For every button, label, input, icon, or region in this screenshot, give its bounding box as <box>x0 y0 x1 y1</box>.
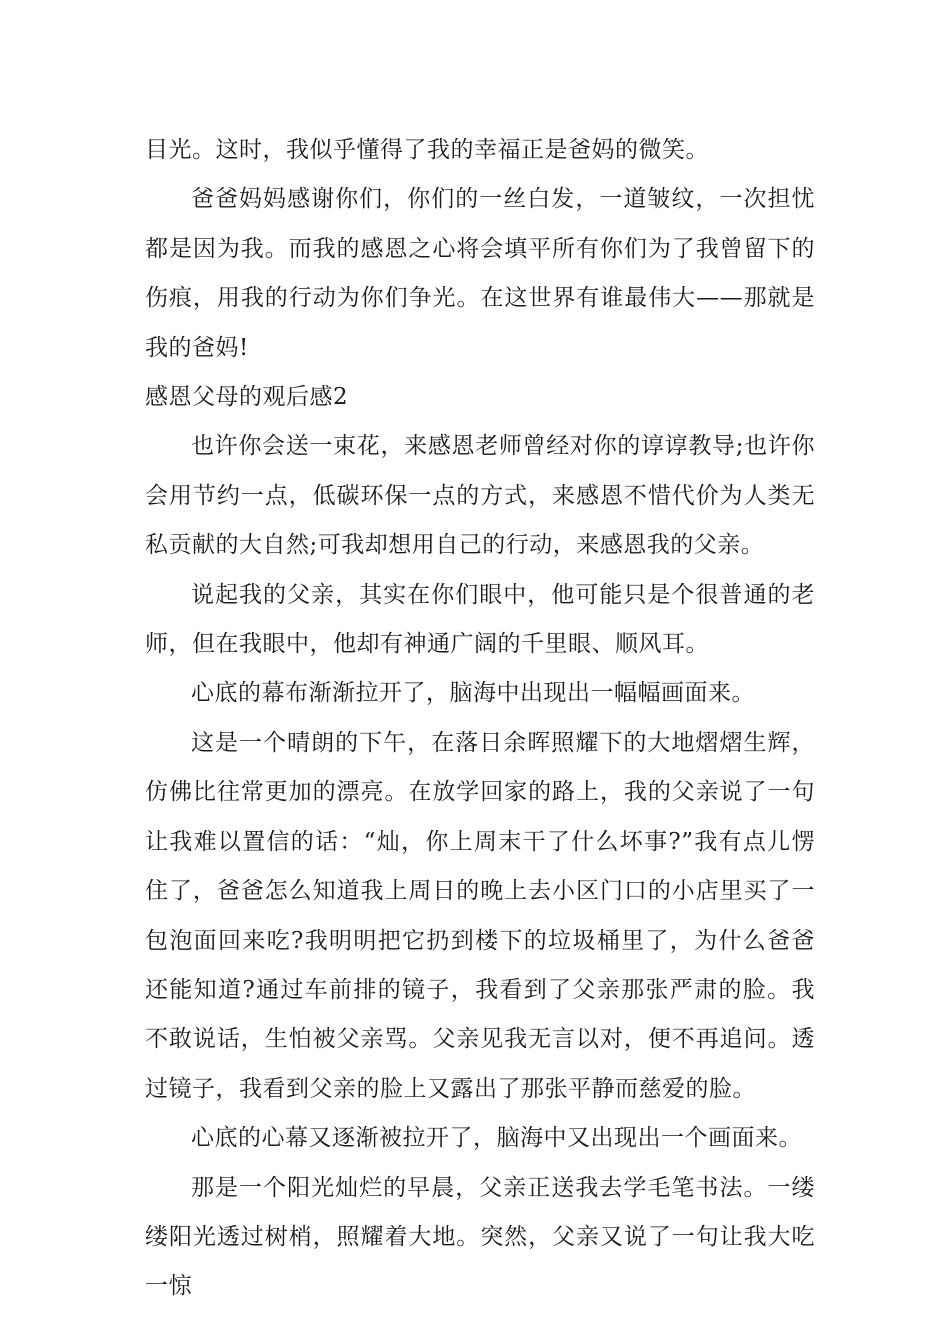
paragraph-continuation: 目光。这时，我似乎懂得了我的幸福正是爸妈的微笑。 <box>145 137 709 163</box>
paragraph-intro: 也许你会送一束花，来感恩老师曾经对你的谆谆教导;也许你会用节约一点，低碳环保一点的方式，来感恩不惜代价为人类无私贡献的大自然;可我却想用自己的行动，来感恩我的父亲。 <box>145 433 815 559</box>
paragraph-morning-story: 那是一个阳光灿烂的早晨，父亲正送我去学毛笔书法。一缕缕阳光透过树梢，照耀着大地。突然，父亲又说了一句让我大吃一惊 <box>145 1174 815 1300</box>
paragraph-afternoon-story: 这是一个晴朗的下午，在落日余晖照耀下的大地熠熠生辉，仿佛比往常更加的漂亮。在放学回家的路上，我的父亲说了一句让我难以置信的话：“灿，你上周末干了什么坏事?”我有点儿愣住了，爸爸怎么知道我上周日的晚上去小区门口的小店里买了一包泡面回来吃?我明明把它扔到楼下的垃圾桶里了，为什么爸爸还能知道?通过车前排的镜子，我看到了父亲那张严肃的脸。我不敢说话，生怕被父亲骂。父亲见我无言以对，便不再追问。透过镜子，我看到父亲的脸上又露出了那张平静而慈爱的脸。 <box>145 729 815 1102</box>
paragraph-thanks-parents: 爸爸妈妈感谢你们，你们的一丝白发，一道皱纹，一次担忧都是因为我。而我的感恩之心将会填平所有你们为了我曾留下的伤痕，用我的行动为你们争光。在这世界有谁最伟大——那就是我的爸妈! <box>145 186 815 361</box>
document-body <box>145 126 815 1312</box>
paragraph-curtain-2: 心底的心幕又逐渐被拉开了，脑海中又出现出一个画面来。 <box>191 1125 802 1152</box>
paragraph-father: 说起我的父亲，其实在你们眼中，他可能只是个很普通的老师，但在我眼中，他却有神通广阔的千里眼、顺风耳。 <box>145 581 815 658</box>
section-heading: 感恩父母的观后感2 <box>145 384 349 411</box>
paragraph-curtain-1: 心底的幕布渐渐拉开了，脑海中出现出一幅幅画面来。 <box>191 680 755 707</box>
